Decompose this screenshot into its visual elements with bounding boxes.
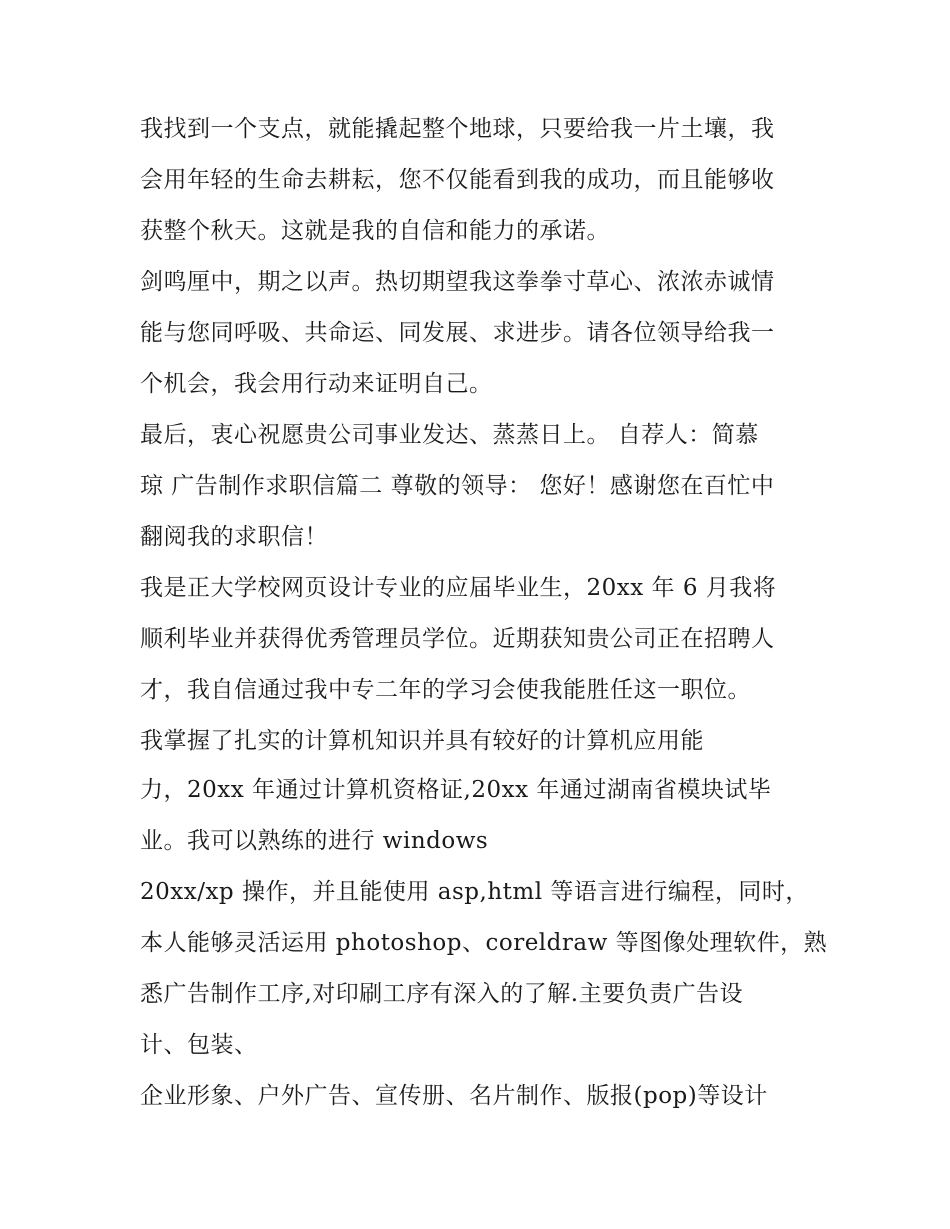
text-line: 企业形象、户外广告、宣传册、名片制作、版报(pop)等设计 [140,1083,768,1109]
text-line: 个机会，我会用行动来证明自己。 [140,371,493,397]
text-line: 最后，衷心祝愿贵公司事业发达、蒸蒸日上。 自荐人：简慕 [140,422,759,448]
text-line: 20xx/xp 操作，并且能使用 asp,html 等语言进行编程，同时， [140,879,809,905]
text-line: 会用年轻的生命去耕耘，您不仅能看到我的成功，而且能够收 [140,167,775,193]
text-line: 计、包装、 [140,1032,258,1058]
text-line: 翻阅我的求职信！ [140,524,328,550]
text-line: 本人能够灵活运用 photoshop、coreldraw 等图像处理软件，熟 [140,930,828,956]
text-line: 我掌握了扎实的计算机知识并具有较好的计算机应用能 [140,728,704,754]
text-line: 才，我自信通过我中专二年的学习会使我能胜任这一职位。 [140,677,751,703]
text-line: 我是正大学校网页设计专业的应届毕业生，20xx 年 6 月我将 [140,575,777,601]
text-line: 剑鸣厘中，期之以声。热切期望我这拳拳寸草心、浓浓赤诚情 [140,269,775,295]
text-line: 悉广告制作工序,对印刷工序有深入的了解.主要负责广告设 [140,981,744,1007]
text-line: 能与您同呼吸、共命运、同发展、求进步。请各位领导给我一 [140,320,775,346]
text-line: 我找到一个支点，就能撬起整个地球，只要给我一片土壤，我 [140,116,775,142]
text-line: 力，20xx 年通过计算机资格证,20xx 年通过湖南省模块试毕 [140,777,772,803]
text-line: 顺利毕业并获得优秀管理员学位。近期获知贵公司正在招聘人 [140,626,775,652]
text-line: 业。我可以熟练的进行 windows [140,828,489,854]
text-line: 琼 广告制作求职信篇二 尊敬的领导： 您好！感谢您在百忙中 [140,473,775,499]
text-line: 获整个秋天。这就是我的自信和能力的承诺。 [140,218,610,244]
